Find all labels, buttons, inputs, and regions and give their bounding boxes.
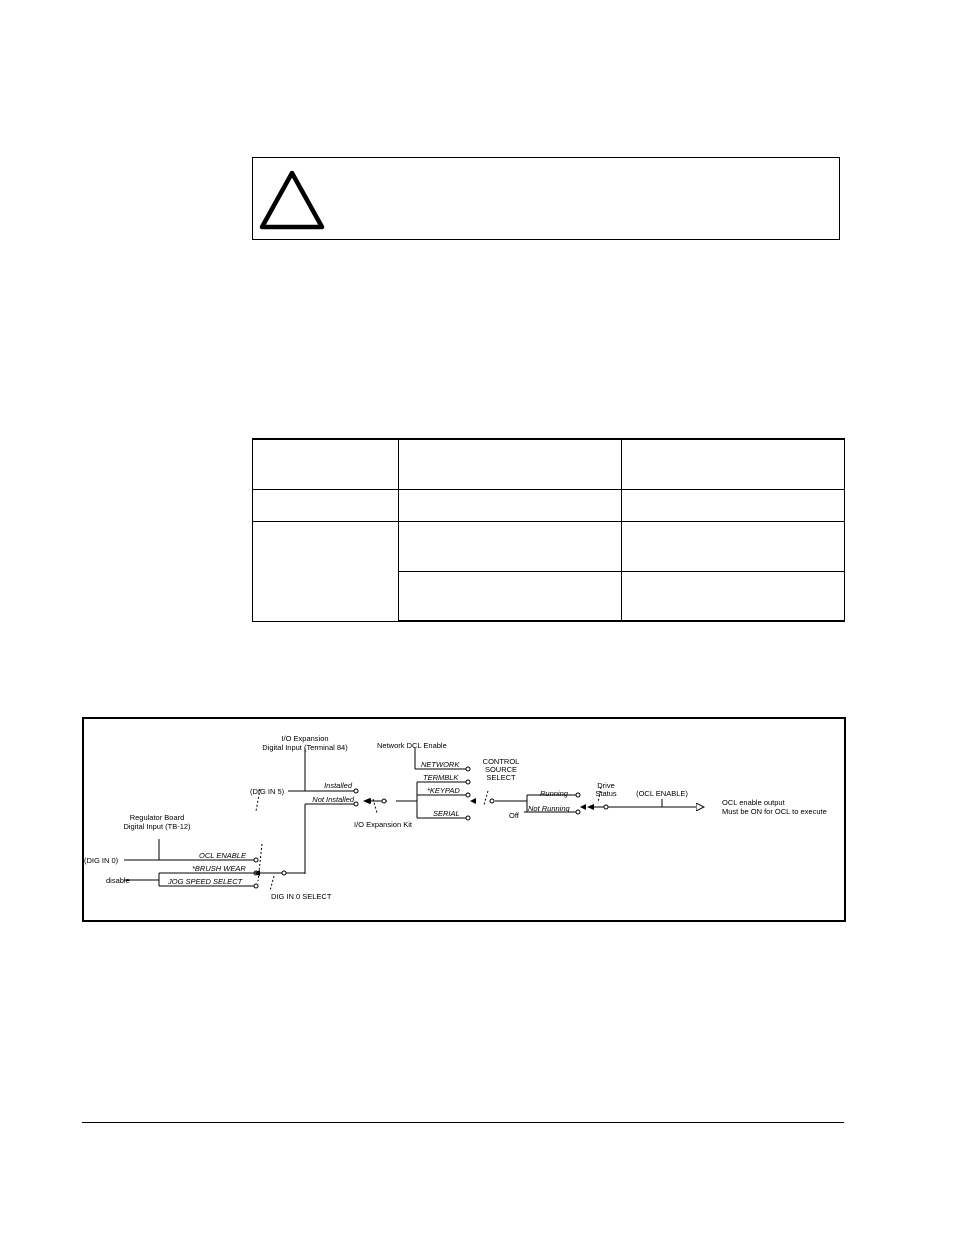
dig-in-0-select-label: DIG IN 0 SELECT	[271, 892, 332, 901]
table-header-row	[253, 439, 845, 489]
running-label: Running	[540, 789, 568, 798]
jog-speed-select-label: JOG SPEED SELECT	[168, 877, 243, 886]
warning-triangle-icon	[259, 168, 325, 232]
drive-status-label: Drive	[597, 781, 615, 790]
table-cell	[399, 489, 622, 521]
keypad-label: *KEYPAD	[427, 786, 460, 795]
ocl-enable-label: OCL ENABLE	[199, 851, 246, 860]
table-cell	[253, 521, 399, 621]
output-label: OCL enable output	[722, 798, 785, 807]
table-header-cell	[253, 439, 399, 489]
regulator-input-label: Digital Input (TB-12)	[123, 822, 191, 831]
footer-rule	[82, 1122, 844, 1123]
disable-label: disable	[106, 876, 130, 885]
network-dcl-enable-label: Network DCL Enable	[377, 741, 447, 750]
not-installed-label: Not Installed	[312, 795, 354, 804]
installed-label: Installed	[324, 781, 352, 790]
table-cell	[622, 571, 845, 621]
table-row	[253, 489, 845, 521]
caution-box	[252, 157, 840, 240]
network-label: NETWORK	[421, 760, 460, 769]
drive-status-label: Status	[595, 789, 617, 798]
io-expansion-title: I/O Expansion	[281, 734, 329, 743]
table-cell	[622, 489, 845, 521]
control-source-select-label: CONTROL	[482, 757, 520, 766]
io-expansion-kit-label: I/O Expansion Kit	[354, 820, 412, 829]
serial-label: SERIAL	[433, 809, 460, 818]
table-cell	[399, 521, 622, 571]
dig-in-5-label: (DIG IN 5)	[250, 787, 285, 796]
ocl-enable-param-label: (OCL ENABLE)	[636, 789, 688, 798]
output-label: Must be ON for OCL to execute	[722, 807, 827, 816]
table-cell	[622, 521, 845, 571]
off-label: Off	[509, 811, 519, 820]
parameter-table	[252, 438, 845, 622]
io-expansion-input: Digital Input (Terminal 84)	[262, 743, 348, 752]
table-row	[253, 521, 845, 571]
table-header-cell	[399, 439, 622, 489]
termblk-label: TERMBLK	[423, 773, 459, 782]
not-running-label: Not Running	[528, 804, 570, 813]
table-cell	[399, 571, 622, 621]
diagram-canvas	[84, 719, 844, 920]
table-cell	[253, 489, 399, 521]
regulator-board-label: Regulator Board	[129, 813, 185, 822]
dig-in-0-label: (DIG IN 0)	[84, 856, 119, 865]
table-header-cell	[622, 439, 845, 489]
ocl-enable-block-diagram	[82, 717, 846, 922]
brush-wear-label: *BRUSH WEAR	[192, 864, 246, 873]
control-source-select-label: SELECT	[486, 773, 516, 782]
control-source-select-label: SOURCE	[484, 765, 518, 774]
